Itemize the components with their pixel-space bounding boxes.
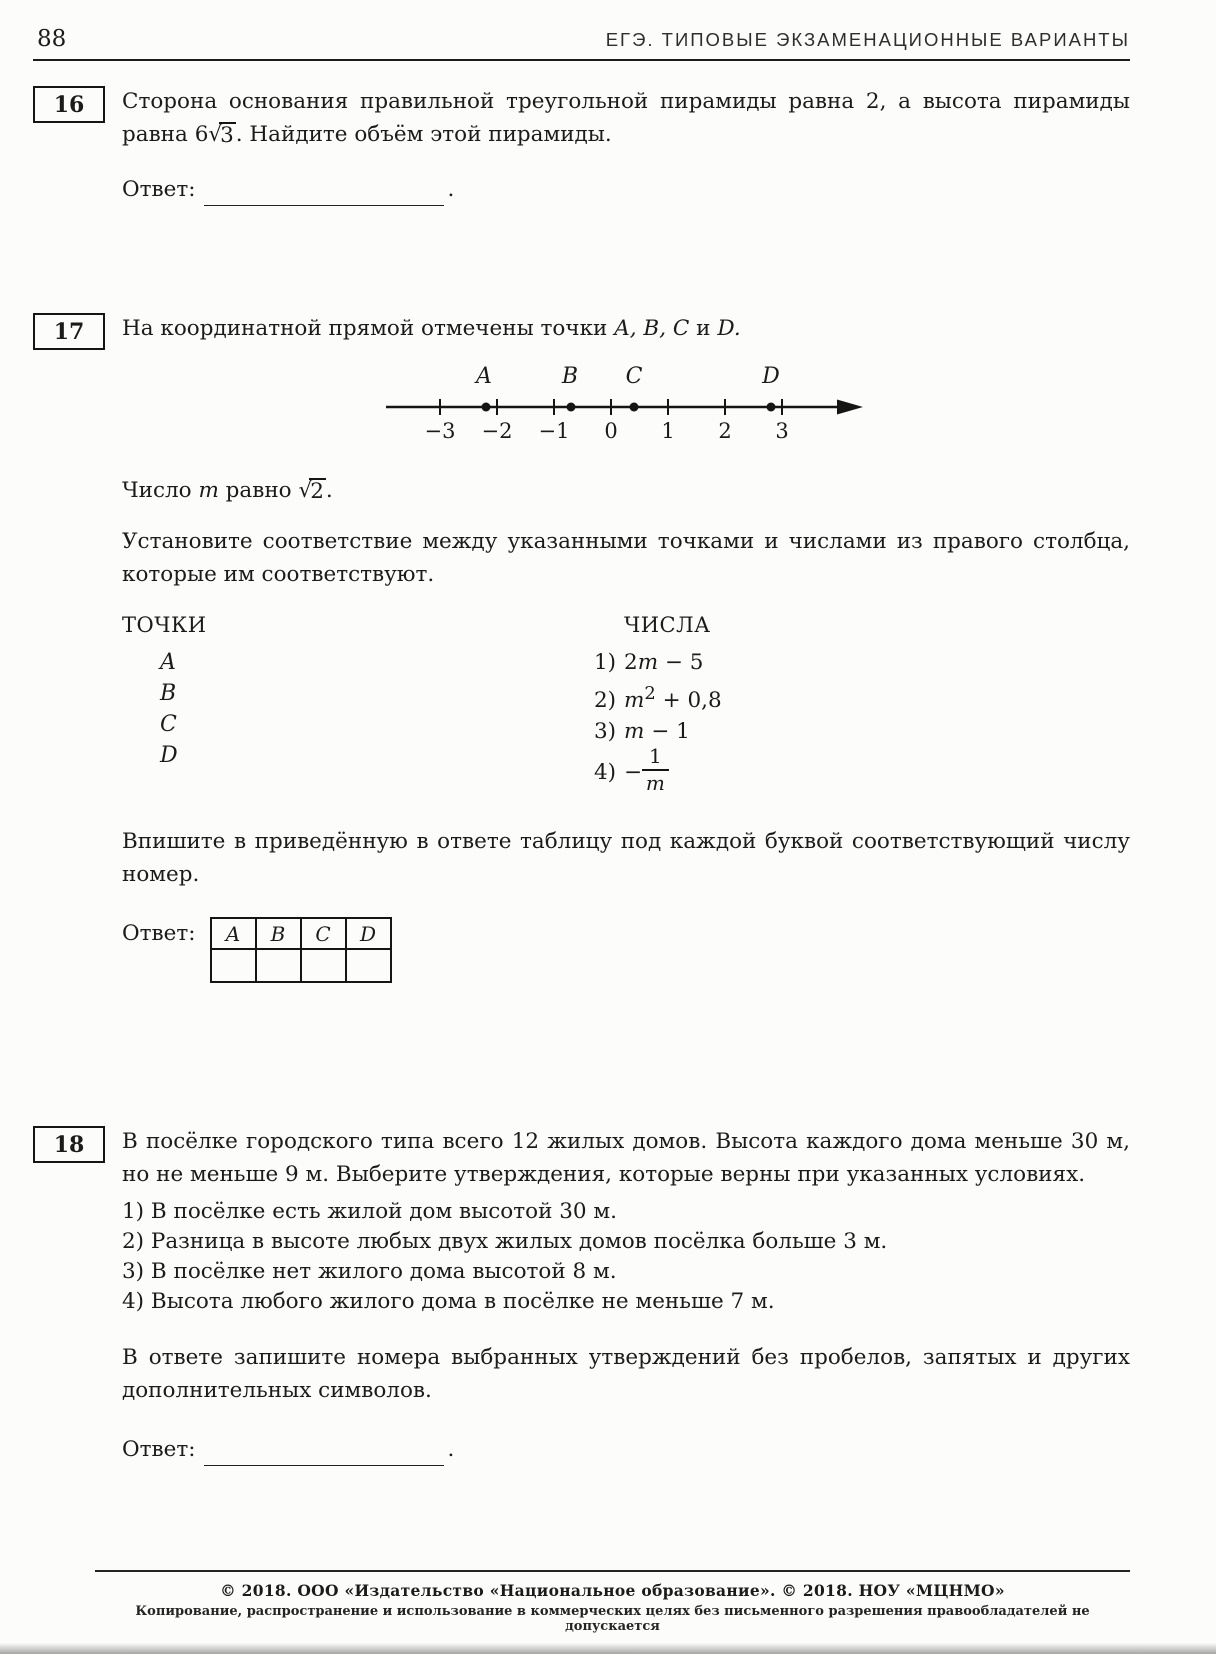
answer-table-header-cell: D [346, 918, 391, 949]
problem-18-number-box [33, 1126, 105, 1163]
problem-16-answer-line [122, 173, 1130, 206]
answer-table-header-row [211, 918, 391, 949]
m-text-mid: равно [225, 478, 292, 503]
problem-16-text-after: . Найдите объём этой пирамиды. [235, 122, 612, 147]
item-variable: m [624, 688, 645, 714]
item-label: 2) [594, 688, 617, 714]
option-4: 4) Высота любого жилого дома в посёлке не меньше 7 м. [122, 1289, 775, 1315]
answer-table-blank-row [211, 949, 391, 982]
answer-period: . [447, 1437, 455, 1463]
tick-label: 1 [661, 419, 675, 443]
answer-table-header-cell: C [301, 918, 346, 949]
problem-18-options [122, 1197, 1130, 1317]
sqrt-symbol: √ [298, 478, 312, 503]
option-2: 2) Разница в высоте любых двух жилых домов посёлка больше 3 м. [122, 1229, 888, 1255]
number-item-2 [594, 678, 722, 716]
points-header: ТОЧКИ [122, 613, 207, 637]
tick-label: 3 [775, 419, 789, 443]
number-line-svg [384, 363, 874, 443]
minus-sign: − [624, 760, 643, 786]
item-rest: − 5 [658, 650, 704, 675]
m-text-before: Число [122, 478, 192, 503]
scan-edge-artifact [0, 1643, 1216, 1654]
tick-label: −1 [538, 419, 570, 443]
fraction-numerator: 1 [642, 745, 669, 771]
answer-blank [204, 1444, 444, 1467]
math-expression-6-sqrt3 [195, 122, 236, 147]
tick-label: 0 [604, 419, 618, 443]
problem-17-intro [122, 312, 1130, 345]
radicand: 3 [220, 123, 234, 148]
point-D-label: D [762, 364, 780, 389]
problem-18-text: В посёлке городского типа всего 12 жилых домов. Высота каждого дома меньше 30 м, но не меньше 9 м. Выберите утверждения, которые верны при указанных условиях. [122, 1129, 1130, 1188]
tick-label: −3 [424, 419, 456, 443]
m-equals-line [122, 477, 1130, 503]
item-coefficient: 2 [624, 650, 638, 675]
page-header [33, 26, 1130, 52]
number-item-1 [594, 647, 722, 678]
problem-17-answer [122, 917, 1130, 983]
item-label: 1) [594, 650, 617, 675]
answer-label: Ответ: [122, 177, 196, 202]
problem-18-instruction: В ответе запишите номера выбранных утверждений без пробелов, запятых и других дополнительных символов. [122, 1345, 1130, 1404]
sqrt-symbol: √ [208, 122, 222, 147]
problem-18-number: 18 [53, 1131, 85, 1158]
problem-16 [33, 85, 1130, 206]
answer-table-header-cell: A [211, 918, 256, 949]
item-variable: m [637, 650, 659, 675]
point-item: D [160, 743, 178, 768]
point-B-label: B [561, 364, 579, 389]
problem-18 [33, 1125, 1130, 1466]
problem-17 [33, 312, 1130, 983]
answer-cell [211, 949, 256, 982]
item-rest: − 1 [644, 719, 690, 745]
answer-table-header-cell: B [256, 918, 301, 949]
coefficient: 6 [194, 122, 209, 147]
tick-label: 2 [718, 419, 732, 443]
legal-line: Копирование, распространение и использование в коммерческих целях без письменного разрешения правообладателей не допускается [135, 1604, 1090, 1634]
item-label: 4) [594, 760, 617, 786]
problem-16-number-box [33, 86, 105, 123]
point-A-dot [482, 403, 491, 412]
problem-16-text-before: Сторона основания правильной треугольной пирамиды равна 2, а высота пирамиды равна [122, 89, 1130, 147]
point-C-dot [630, 403, 639, 412]
point-item: A [160, 650, 176, 675]
header-title: ЕГЭ. ТИПОВЫЕ ЭКЗАМЕНАЦИОННЫЕ ВАРИАНТЫ [605, 29, 1130, 50]
problem-17-fill-text: Впишите в приведённую в ответе таблицу под каждой буквой соответствующий числу номер. [122, 829, 1130, 888]
math-expression-sqrt2 [298, 478, 325, 503]
point-B-dot [567, 403, 576, 412]
answer-table [210, 917, 392, 983]
option-1: 1) В посёлке есть жилой дом высотой 30 м. [122, 1199, 617, 1225]
number-item-3 [594, 716, 722, 747]
answer-cell [346, 949, 391, 982]
problem-17-match-text: Установите соответствие между указанными точками и числами из правого столбца, которые им соответствуют. [122, 529, 1130, 587]
answer-blank [204, 183, 444, 206]
number-item-4 [594, 744, 722, 796]
point-C-label: C [625, 364, 643, 389]
m-variable: m [198, 478, 219, 503]
item-rest: + 0,8 [655, 688, 722, 714]
intro-last-letter: D. [717, 316, 741, 341]
fraction [642, 745, 669, 795]
item-label: 3) [594, 719, 617, 745]
tick-label: −2 [481, 419, 513, 443]
answer-label: Ответ: [122, 1437, 196, 1463]
problem-18-answer-line [122, 1433, 1130, 1466]
point-A-label: A [476, 364, 492, 389]
header-rule [33, 59, 1130, 61]
intro-point-letters: A, B, C [614, 316, 690, 341]
intro-and: и [696, 316, 711, 341]
fraction-denominator: m [645, 771, 665, 796]
matching-columns [122, 613, 1130, 795]
period: . [325, 478, 333, 503]
page-number: 88 [37, 26, 67, 52]
radicand: 2 [310, 479, 324, 504]
intro-text: На координатной прямой отмечены точки [122, 316, 608, 341]
numbers-header: ЧИСЛА [624, 613, 711, 637]
problem-16-number: 16 [53, 91, 85, 118]
item-exponent: 2 [644, 683, 656, 704]
page-footer [95, 1570, 1130, 1634]
answer-cell [301, 949, 346, 982]
point-item: B [160, 681, 177, 706]
axis-arrow [837, 400, 863, 415]
points-column [122, 613, 594, 795]
point-item: C [160, 712, 177, 737]
answer-period: . [447, 177, 455, 202]
problem-16-text [122, 85, 1130, 151]
copyright-line: © 2018. ООО «Издательство «Национальное образование». © 2018. НОУ «МЦНМО» [220, 1581, 1005, 1600]
point-D-dot [767, 403, 776, 412]
answer-cell [256, 949, 301, 982]
number-line-figure [384, 363, 1130, 447]
problem-17-number-box [33, 313, 105, 350]
item-variable: m [624, 719, 645, 745]
answer-label: Ответ: [122, 921, 196, 947]
problem-17-number: 17 [53, 318, 85, 345]
numbers-column [594, 613, 722, 795]
footer-rule [95, 1570, 1130, 1572]
option-3: 3) В посёлке нет жилого дома высотой 8 м. [122, 1259, 617, 1285]
